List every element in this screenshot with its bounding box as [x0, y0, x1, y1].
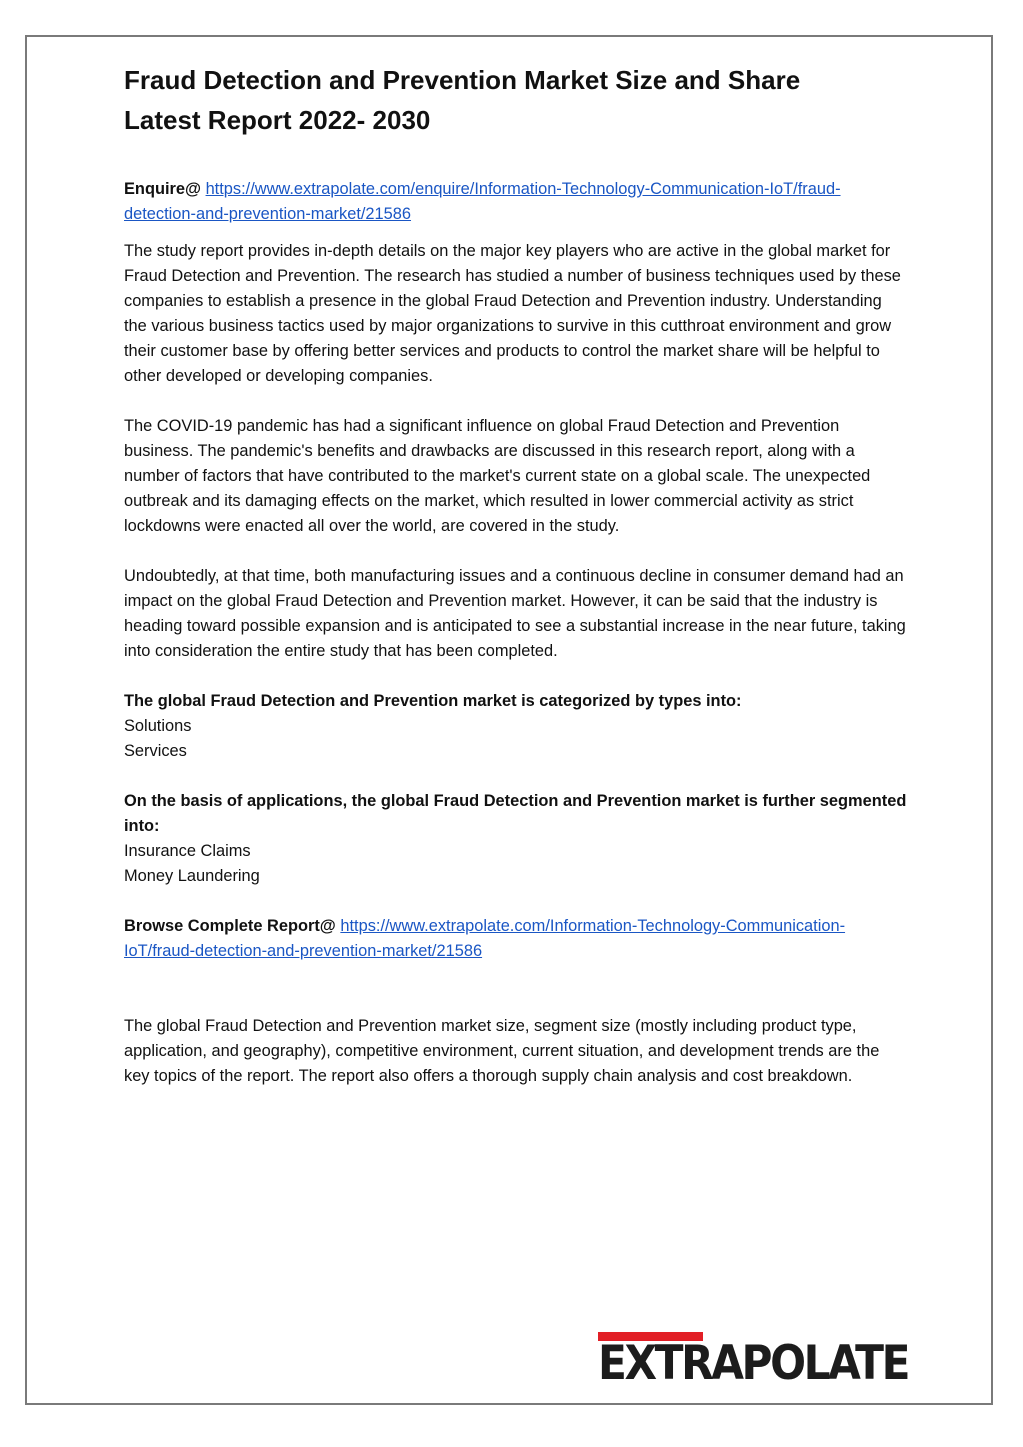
- extrapolate-logo: [598, 1332, 909, 1391]
- title-line-1: Fraud Detection and Prevention Market Size and Share: [124, 65, 801, 95]
- types-heading: The global Fraud Detection and Prevention market is categorized by types into:: [124, 692, 742, 710]
- title-line-2: Latest Report 2022- 2030: [124, 105, 431, 135]
- logo-wordmark: EXTRAPOLATE: [598, 1336, 909, 1391]
- enquire-label: Enquire@: [124, 180, 201, 198]
- list-item: Solutions: [124, 717, 192, 735]
- applications-heading: On the basis of applications, the global Fraud Detection and Prevention market is further segmented into:: [124, 792, 907, 835]
- paragraph-outlook: Undoubtedly, at that time, both manufacturing issues and a continuous decline in consumer demand had an impact on the global Fraud Detection and Prevention market. However, it can be said that the industry is heading toward possible expansion and is anticipated to see a substantial increase in the near future, taking into consideration the entire study that has been completed.: [124, 567, 906, 660]
- list-item: Money Laundering: [124, 867, 260, 885]
- document-title: [124, 60, 909, 140]
- enquire-line: [124, 177, 909, 227]
- paragraph-key-players: The study report provides in-depth details on the major key players who are active in the global market for Fraud Detection and Prevention. The research has studied a number of business techniques used by these companies to establish a presence in the global Fraud Detection and Prevention industry. Understanding the various business tactics used by major organizations to survive in this cutthroat environment and grow their customer base by offering better services and products to control the market share will be helpful to other developed or developing companies.: [124, 242, 901, 385]
- applications-list: [124, 839, 909, 889]
- list-item: Insurance Claims: [124, 842, 251, 860]
- enquire-link[interactable]: https://www.extrapolate.com/enquire/Information-Technology-Communication-IoT/fraud-detection-and-prevention-market/21586: [124, 180, 841, 223]
- browse-label: Browse Complete Report@: [124, 917, 336, 935]
- browse-line: [124, 914, 909, 964]
- browse-report-link[interactable]: https://www.extrapolate.com/Information-Technology-Communication-IoT/fraud-detection-and-prevention-market/21586: [124, 917, 846, 960]
- paragraph-closing: The global Fraud Detection and Prevention market size, segment size (mostly including product type, application, and geography), competitive environment, current situation, and development trends are the key topics of the report. The report also offers a thorough supply chain analysis and cost breakdown.: [124, 1017, 880, 1085]
- paragraph-covid: The COVID-19 pandemic has had a significant influence on global Fraud Detection and Prevention business. The pandemic's benefits and drawbacks are discussed in this research report, along with a number of factors that have contributed to the market's current state on a global scale. The unexpected outbreak and its damaging effects on the market, which resulted in lower commercial activity as strict lockdowns were enacted all over the world, are covered in the study.: [124, 417, 871, 535]
- types-list: [124, 714, 909, 764]
- document-body: [124, 60, 909, 1114]
- list-item: Services: [124, 742, 187, 760]
